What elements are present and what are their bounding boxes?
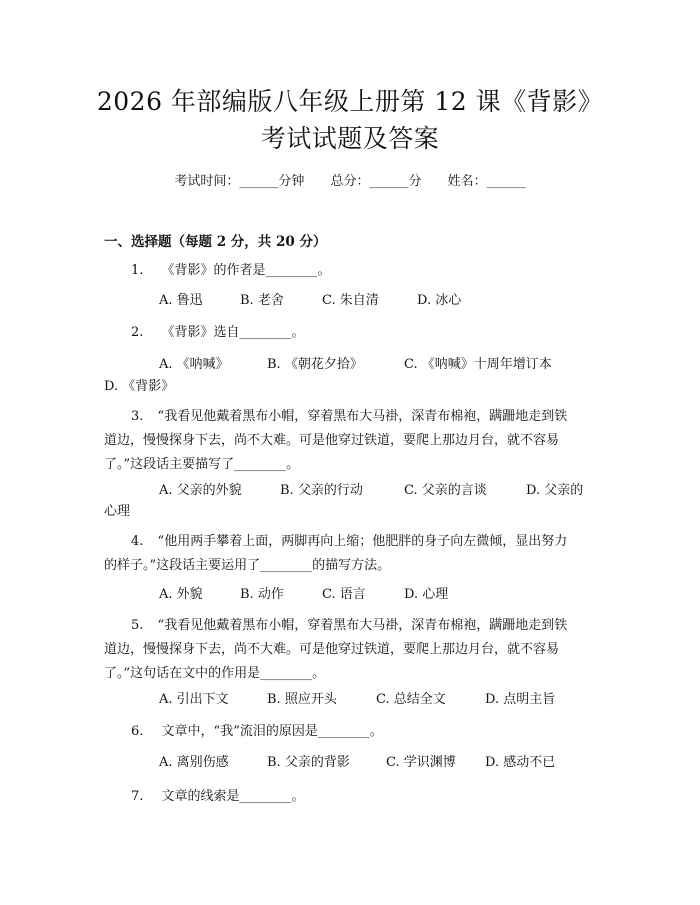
section-heading: 一、选择题（每题 2 分，共 20 分） [104,234,327,250]
option-d: D. 感动不已 [485,755,556,770]
question-number: 4. [131,534,144,549]
option-a: A. 鲁迅 [159,293,203,308]
option-d: D. 点明主旨 [485,692,556,707]
option-d: D. 心理 [404,587,449,602]
option-a: A. 父亲的外貌 [159,483,242,498]
option-a: A. 离别伤感 [159,755,229,770]
question-6 [104,720,596,744]
option-b: B. 父亲的行动 [280,483,363,498]
question-number: 2. [131,325,144,340]
question-number: 6. [131,724,144,739]
option-b: B. 父亲的背影 [267,755,350,770]
option-c: C. 父亲的言谈 [404,483,487,498]
question-text: 文章中，“我”流泪的原因是________。 [161,724,383,739]
option-c: C. 语言 [322,587,366,602]
question-line: 了。”这段话主要描写了________。 [104,457,300,472]
exam-info-row [0,170,700,189]
question-line: 了。”这句话在文中的作用是________。 [104,666,326,681]
question-number: 1. [131,263,144,278]
option-c: C. 《呐喊》十周年增订本 [404,357,552,372]
option-d: D. 父亲的 [526,483,584,498]
question-line: 5. “我看见他戴着黑布小帽，穿着黑布大马褂，深青布棉袍，蹒跚地走到铁 [131,618,568,633]
question-7 [104,785,596,809]
total-score-field: 总分：______分 [330,174,422,189]
question-number: 5. [131,618,144,633]
student-name-field: 姓名：______ [447,174,526,189]
question-1 [104,259,596,283]
question-text: 《背影》选自________。 [161,325,305,340]
question-line: 的样子。”这段话主要运用了________的描写方法。 [104,558,391,573]
question-line: 4. “他用两手攀着上面，两脚再向上缩；他肥胖的身子向左微倾，显出努力 [131,534,568,549]
option-a: A. 外貌 [159,587,203,602]
option-b: B. 老舍 [240,293,284,308]
option-d: D. 冰心 [417,293,462,308]
question-3 [104,405,596,477]
question-line: 3. “我看见他戴着黑布小帽，穿着黑布大马褂，深青布棉袍，蹒跚地走到铁 [131,409,568,424]
question-text: 文章的线索是________。 [161,789,305,804]
exam-time-field: 考试时间：______分钟 [174,174,305,189]
exam-title-line1: 2026 年部编版八年级上册第 12 课《背影》 [96,87,604,116]
question-number: 3. [131,409,144,424]
option-b: B. 动作 [240,587,284,602]
option-a: A. 引出下文 [159,692,229,707]
option-a: A. 《呐喊》 [159,357,229,372]
option-b: B. 照应开头 [267,692,337,707]
option-c: C. 朱自清 [322,293,379,308]
question-number: 7. [131,789,144,804]
exam-page: 2026 年部编版八年级上册第 12 课《背影》 考试试题及答案 考试时间：______分钟 总分：______分 姓名：______ 一、选择题（每题 2 分，共 20 分） 1. 《背影》的作者是________。 A. 鲁迅 B. 老舍 C. 朱自清 D. 冰心 2. 《背影》选自________。 A. 《呐喊》 B. 《朝花夕拾》 C. 《呐喊》十周年增订本 D. 《背影》 3. “我看见他戴着黑布小帽，穿着黑布大马褂，深青布棉袍，蹒跚地走到铁 道边，慢慢探身下去，尚不大难。可是他穿过铁道，要爬上那边月台，就不容易 了。”这段话主要描写了________。 A. 父亲的外貌 B. 父亲的行动 C. 父亲的言谈 D. 父亲的 心理 4. “他用两手攀着上面，两脚再向上缩；他肥胖的身子向左微倾，显出努力 的样子。”这段话主要运用了________的描写方法。 A. 外貌 B. 动作 C. 语言 D. 心理 5. “我看见他戴着黑布小帽，穿着黑布大马褂，深青布棉袍，蹒跚地走到铁 道边，慢慢探身下去，尚不大难。可是他穿过铁道，要爬上那边月台，就不容易 了。”这句话在文中的作用是________。 A. 引出下文 B. 照应开头 C. 总结全文 D. 点明主旨 6. 文章中，“我”流泪的原因是________。 A. 离别伤感 B. 父亲的背影 C. 学识渊博 D. 感动不已 7. 文章的线索是________。 [0,0,700,905]
question-text: 《背影》的作者是________。 [161,263,331,278]
question-4 [104,530,596,578]
option-c: C. 总结全文 [376,692,446,707]
option-b: B. 《朝花夕拾》 [267,357,363,372]
question-2 [104,321,596,345]
option-c: C. 学识渊博 [386,755,456,770]
question-line: 道边，慢慢探身下去，尚不大难。可是他穿过铁道，要爬上那边月台，就不容易 [104,642,560,657]
option-d: D. 《背影》 [104,379,175,394]
question-5 [104,614,596,686]
question-line: 道边，慢慢探身下去，尚不大难。可是他穿过铁道，要爬上那边月台，就不容易 [104,433,560,448]
exam-title-line2: 考试试题及答案 [260,124,440,153]
